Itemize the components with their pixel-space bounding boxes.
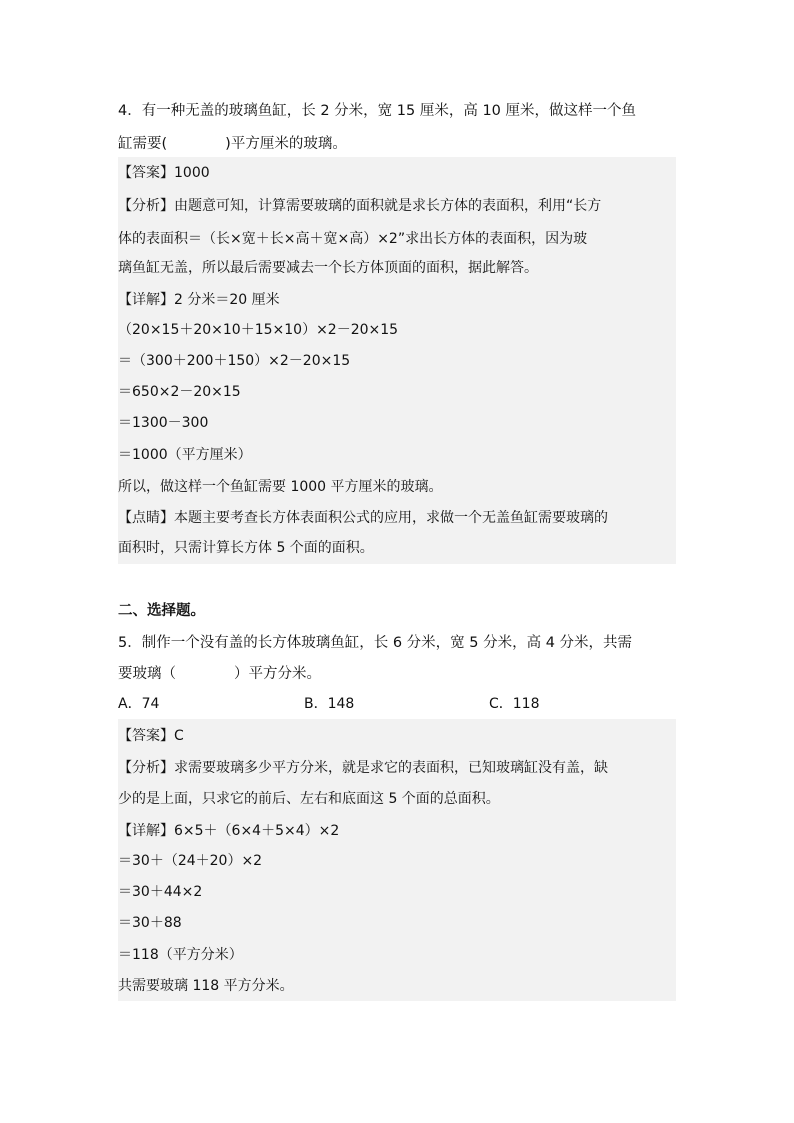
q4-analysis-line2: 体的表面积＝（长×宽＋长×高＋宽×高）×2”求出长方体的表面积，因为玻 [118,231,588,247]
q5-analysis-line1: 【分析】求需要玻璃多少平方分米，就是求它的表面积，已知玻璃缸没有盖，缺 [118,760,608,776]
q4-detail-line6: ＝1000（平方厘米） [118,447,252,463]
q4-detail-line3: ＝（300＋200＋150）×2－20×15 [118,353,351,369]
q4-detail-line1: 【详解】2 分米＝20 厘米 [118,292,280,308]
q5-detail-line4: ＝30＋88 [118,915,182,931]
q5-detail-line5: ＝118（平方分米） [118,947,243,963]
section-title: 二、选择题。 [118,603,205,619]
q4-stem-line1: 4．有一种无盖的玻璃鱼缸，长 2 分米，宽 15 厘米，高 10 厘米，做这样一个鱼 [118,103,637,119]
q4-stem-line2: 缸需要( )平方厘米的玻璃。 [118,136,347,152]
q5-analysis-line2: 少的是上面，只求它的前后、左右和底面这 5 个面的总面积。 [118,791,500,807]
q5-answer: 【答案】C [118,728,184,744]
q5-stem-line1: 5．制作一个没有盖的长方体玻璃鱼缸，长 6 分米，宽 5 分米，高 4 分米，共需 [118,635,633,651]
q4-analysis-line3: 璃鱼缸无盖，所以最后需要减去一个长方体顶面的面积，据此解答。 [118,260,538,276]
q5-detail-line3: ＝30＋44×2 [118,884,203,900]
q5-detail-line6: 共需要玻璃 118 平方分米。 [118,978,294,994]
q5-option-c: C．118 [489,696,540,712]
q4-detail-line7: 所以，做这样一个鱼缸需要 1000 平方厘米的玻璃。 [118,479,443,495]
q5-option-a: A．74 [118,696,160,712]
q5-detail-line1: 【详解】6×5＋（6×4＋5×4）×2 [118,823,340,839]
q4-comment-line1: 【点睛】本题主要考查长方体表面积公式的应用，求做一个无盖鱼缸需要玻璃的 [118,510,608,526]
q5-stem-line2: 要玻璃（ ）平方分米。 [118,666,321,682]
q4-detail-line4: ＝650×2－20×15 [118,384,241,400]
q4-analysis-line1: 【分析】由题意可知，计算需要玻璃的面积就是求长方体的表面积，利用“长方 [118,198,602,214]
q4-answer: 【答案】1000 [118,165,210,181]
q5-detail-line2: ＝30＋（24＋20）×2 [118,853,263,869]
q4-comment-line2: 面积时，只需计算长方体 5 个面的面积。 [118,540,374,556]
q4-detail-line2: （20×15＋20×10＋15×10）×2－20×15 [118,322,399,338]
q5-option-b: B．148 [304,696,355,712]
q4-detail-line5: ＝1300－300 [118,415,209,431]
